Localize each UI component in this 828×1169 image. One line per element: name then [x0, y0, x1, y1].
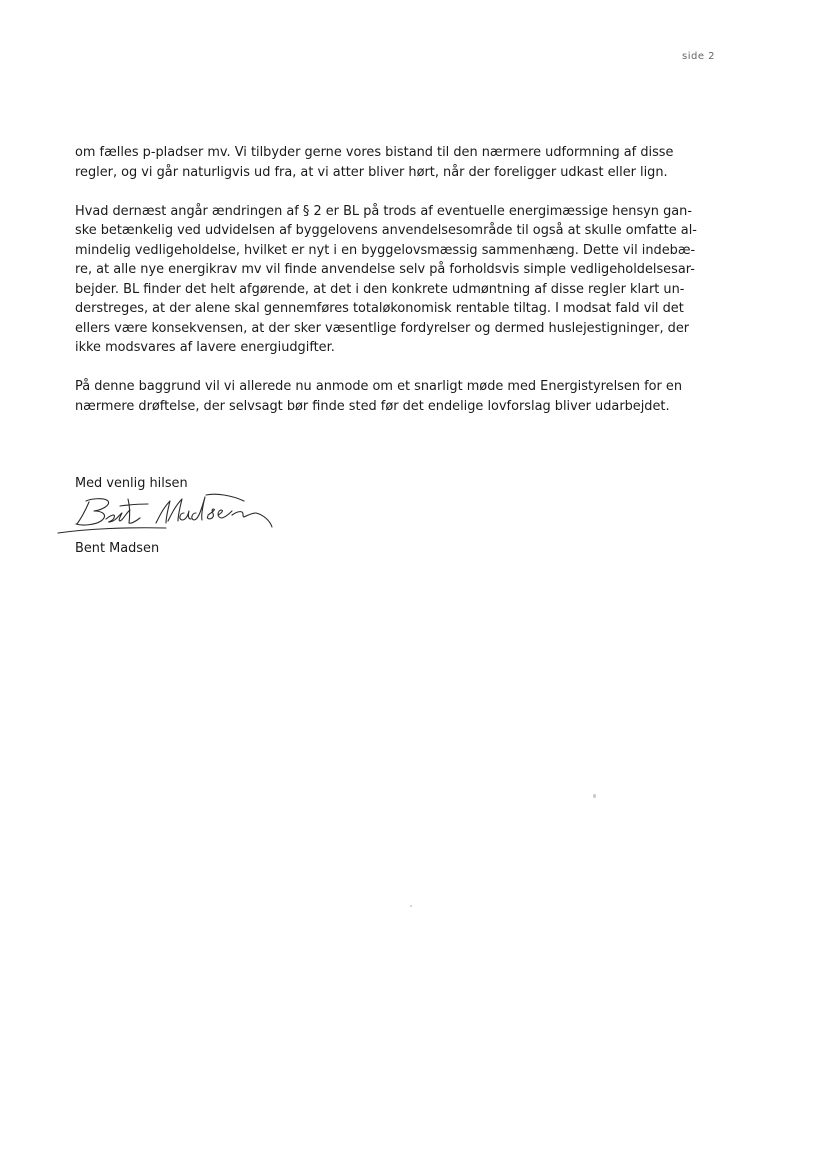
closing-greeting: Med venlig hilsen [75, 476, 188, 491]
text-line: re, at alle nye energikrav mv vil finde anvendelse selv på forholdsvis simple vedligeholdelsesar- [75, 262, 695, 277]
paragraph-1 [75, 143, 725, 182]
text-line: om fælles p-pladser mv. Vi tilbyder gerne vores bistand til den nærmere udformning af disse [75, 145, 674, 160]
text-line: regler, og vi går naturligvis ud fra, at vi atter bliver hørt, når der foreligger udkast eller lign. [75, 164, 668, 180]
text-line: ellers være konsekvensen, at der sker væsentlige fordyrelser og dermed huslejestigninger, der [75, 320, 690, 336]
signer-name: Bent Madsen [75, 541, 160, 556]
handwritten-signature [56, 491, 290, 539]
page-number: side 2 [682, 51, 716, 62]
text-line: bejder. BL finder det helt afgørende, at det i den konkrete udmøntning af disse regler klart un- [75, 281, 685, 297]
text-line: ske betænkelig ved udvidelsen af byggelovens anvendelsesområde til også at skulle omfatte al- [75, 223, 697, 238]
text-line: På denne baggrund vil vi allerede nu anmode om et snarligt møde med Energistyrelsen for en [75, 379, 683, 394]
text-line: mindelig vedligeholdelse, hvilket er nyt i en byggelovsmæssig sammenhæng. Dette vil indebæ- [75, 242, 696, 258]
scan-speck [593, 794, 596, 798]
scan-speck [410, 905, 412, 907]
paragraph-3 [75, 377, 725, 416]
letter-body [75, 143, 725, 436]
text-line: derstreges, at der alene skal gennemføres totaløkonomisk rentable tiltag. I modsat fald vil det [75, 301, 684, 316]
paragraph-2 [75, 202, 725, 358]
text-line: Hvad dernæst angår ændringen af § 2 er BL på trods af eventuelle energimæssige hensyn gan- [75, 203, 692, 219]
text-line: ikke modsvares af lavere energiudgifter. [75, 340, 335, 355]
text-line: nærmere drøftelse, der selvsagt bør finde sted før det endelige lovforslag bliver udarbejdet. [75, 398, 670, 414]
